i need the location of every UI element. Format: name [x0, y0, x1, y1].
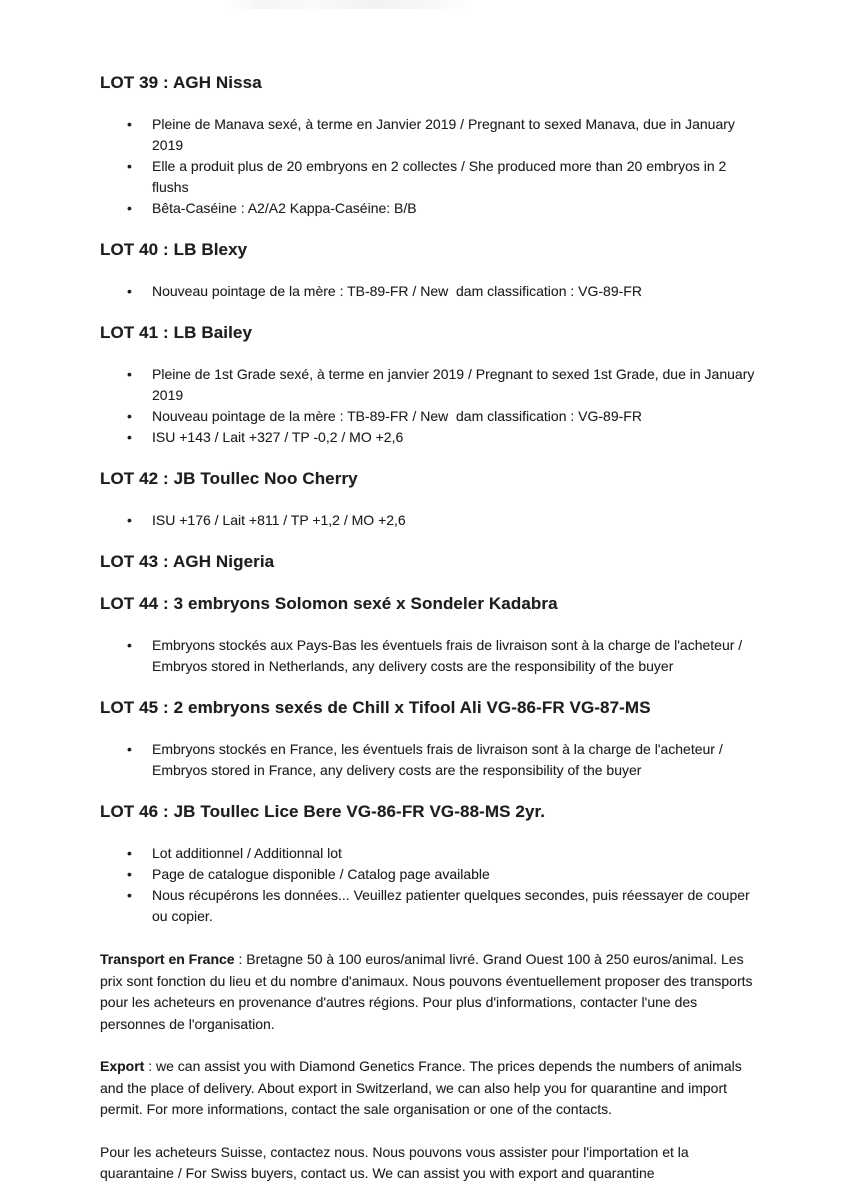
lot-bullet: • Embryons stockés en France, les éventuels frais de livraison sont à la charge de l'acheteur / Embryos stored in France, any delivery costs are the responsibility of the buyer [100, 739, 762, 781]
lot-bullet: • Elle a produit plus de 20 embryons en 2 collectes / She produced more than 20 embryos in 2 flushs [100, 156, 762, 198]
lot-bullet-list [100, 114, 762, 219]
lot-section-40 [100, 239, 762, 302]
lot-bullet-list [100, 843, 762, 927]
lot-bullet: • Page de catalogue disponible / Catalog page available [100, 864, 762, 885]
lot-bullet-list [100, 281, 762, 302]
lot-bullet: • Nouveau pointage de la mère : TB-89-FR / New dam classification : VG-89-FR [100, 406, 762, 427]
lot-title: LOT 40 : LB Blexy [100, 240, 248, 259]
lot-bullet: • Nous récupérons les données... Veuillez patienter quelques secondes, puis réessayer de couper ou copier. [100, 885, 762, 927]
lot-bullet-list [100, 510, 762, 531]
notes-block [100, 949, 762, 1185]
lot-title: LOT 42 : JB Toullec Noo Cherry [100, 469, 358, 488]
lot-bullet-list [100, 739, 762, 781]
lot-bullet-list [100, 635, 762, 677]
lot-bullet: • Bêta-Caséine : A2/A2 Kappa-Caséine: B/B [100, 198, 762, 219]
note-export [100, 1056, 762, 1121]
lot-bullet: • Embryons stockés aux Pays-Bas les éventuels frais de livraison sont à la charge de l'acheteur / Embryos stored in Netherlands, any delivery costs are the responsibility of the buyer [100, 635, 762, 677]
lot-title: LOT 43 : AGH Nigeria [100, 552, 275, 571]
note-lead: Transport en France [100, 951, 235, 967]
lot-bullet: • Pleine de 1st Grade sexé, à terme en janvier 2019 / Pregnant to sexed 1st Grade, due in January 2019 [100, 364, 762, 406]
lot-title: LOT 44 : 3 embryons Solomon sexé x Sondeler Kadabra [100, 594, 558, 613]
note-transport [100, 949, 762, 1035]
lot-section-46 [100, 801, 762, 927]
note-text: Pour les acheteurs Suisse, contactez nous. Nous pouvons vous assister pour l'importation et la quarantaine / For Swiss buyers, contact us. We can assist you with export and quarantine [100, 1143, 693, 1181]
note-lead: Export [100, 1058, 145, 1074]
lot-title: LOT 41 : LB Bailey [100, 323, 253, 342]
lot-title: LOT 39 : AGH Nissa [100, 73, 262, 92]
note-text: : we can assist you with Diamond Genetics France. The prices depends the numbers of animals and the place of delivery. About export in Switzerland, we can also help you for quarantine and import permit. For more informations, contact the sale organisation or one of the contacts. [100, 1058, 746, 1117]
lot-section-42 [100, 468, 762, 531]
lot-bullet: • ISU +143 / Lait +327 / TP -0,2 / MO +2,6 [100, 427, 762, 448]
lot-bullet: • Nouveau pointage de la mère : TB-89-FR / New dam classification : VG-89-FR [100, 281, 762, 302]
lot-bullet-list [100, 364, 762, 448]
lot-section-44 [100, 593, 762, 677]
lot-bullet: • Pleine de Manava sexé, à terme en Janvier 2019 / Pregnant to sexed Manava, due in January 2019 [100, 114, 762, 156]
note-text: : Bretagne 50 à 100 euros/animal livré. Grand Ouest 100 à 250 euros/animal. Les prix sont fonction du lieu et du nombre d'animaux. Nous pouvons éventuellement proposer des transports pour les acheteurs en provenance d'autres régions. Pour plus d'informations, contacter l'une des personnes de l'organisation. [100, 951, 757, 1032]
lot-section-39 [100, 72, 762, 219]
lot-title: LOT 46 : JB Toullec Lice Bere VG-86-FR VG-88-MS 2yr. [100, 802, 546, 821]
lot-section-41 [100, 322, 762, 448]
note-swiss-buyers [100, 1142, 762, 1185]
lot-section-45 [100, 697, 762, 781]
document-content [100, 72, 762, 1185]
lot-bullet: • ISU +176 / Lait +811 / TP +1,2 / MO +2,6 [100, 510, 762, 531]
lot-title: LOT 45 : 2 embryons sexés de Chill x Tifool Ali VG-86-FR VG-87-MS [100, 698, 651, 717]
lot-bullet: • Lot additionnel / Additionnal lot [100, 843, 762, 864]
lot-section-43 [100, 551, 762, 573]
scan-artifact [225, 0, 475, 9]
